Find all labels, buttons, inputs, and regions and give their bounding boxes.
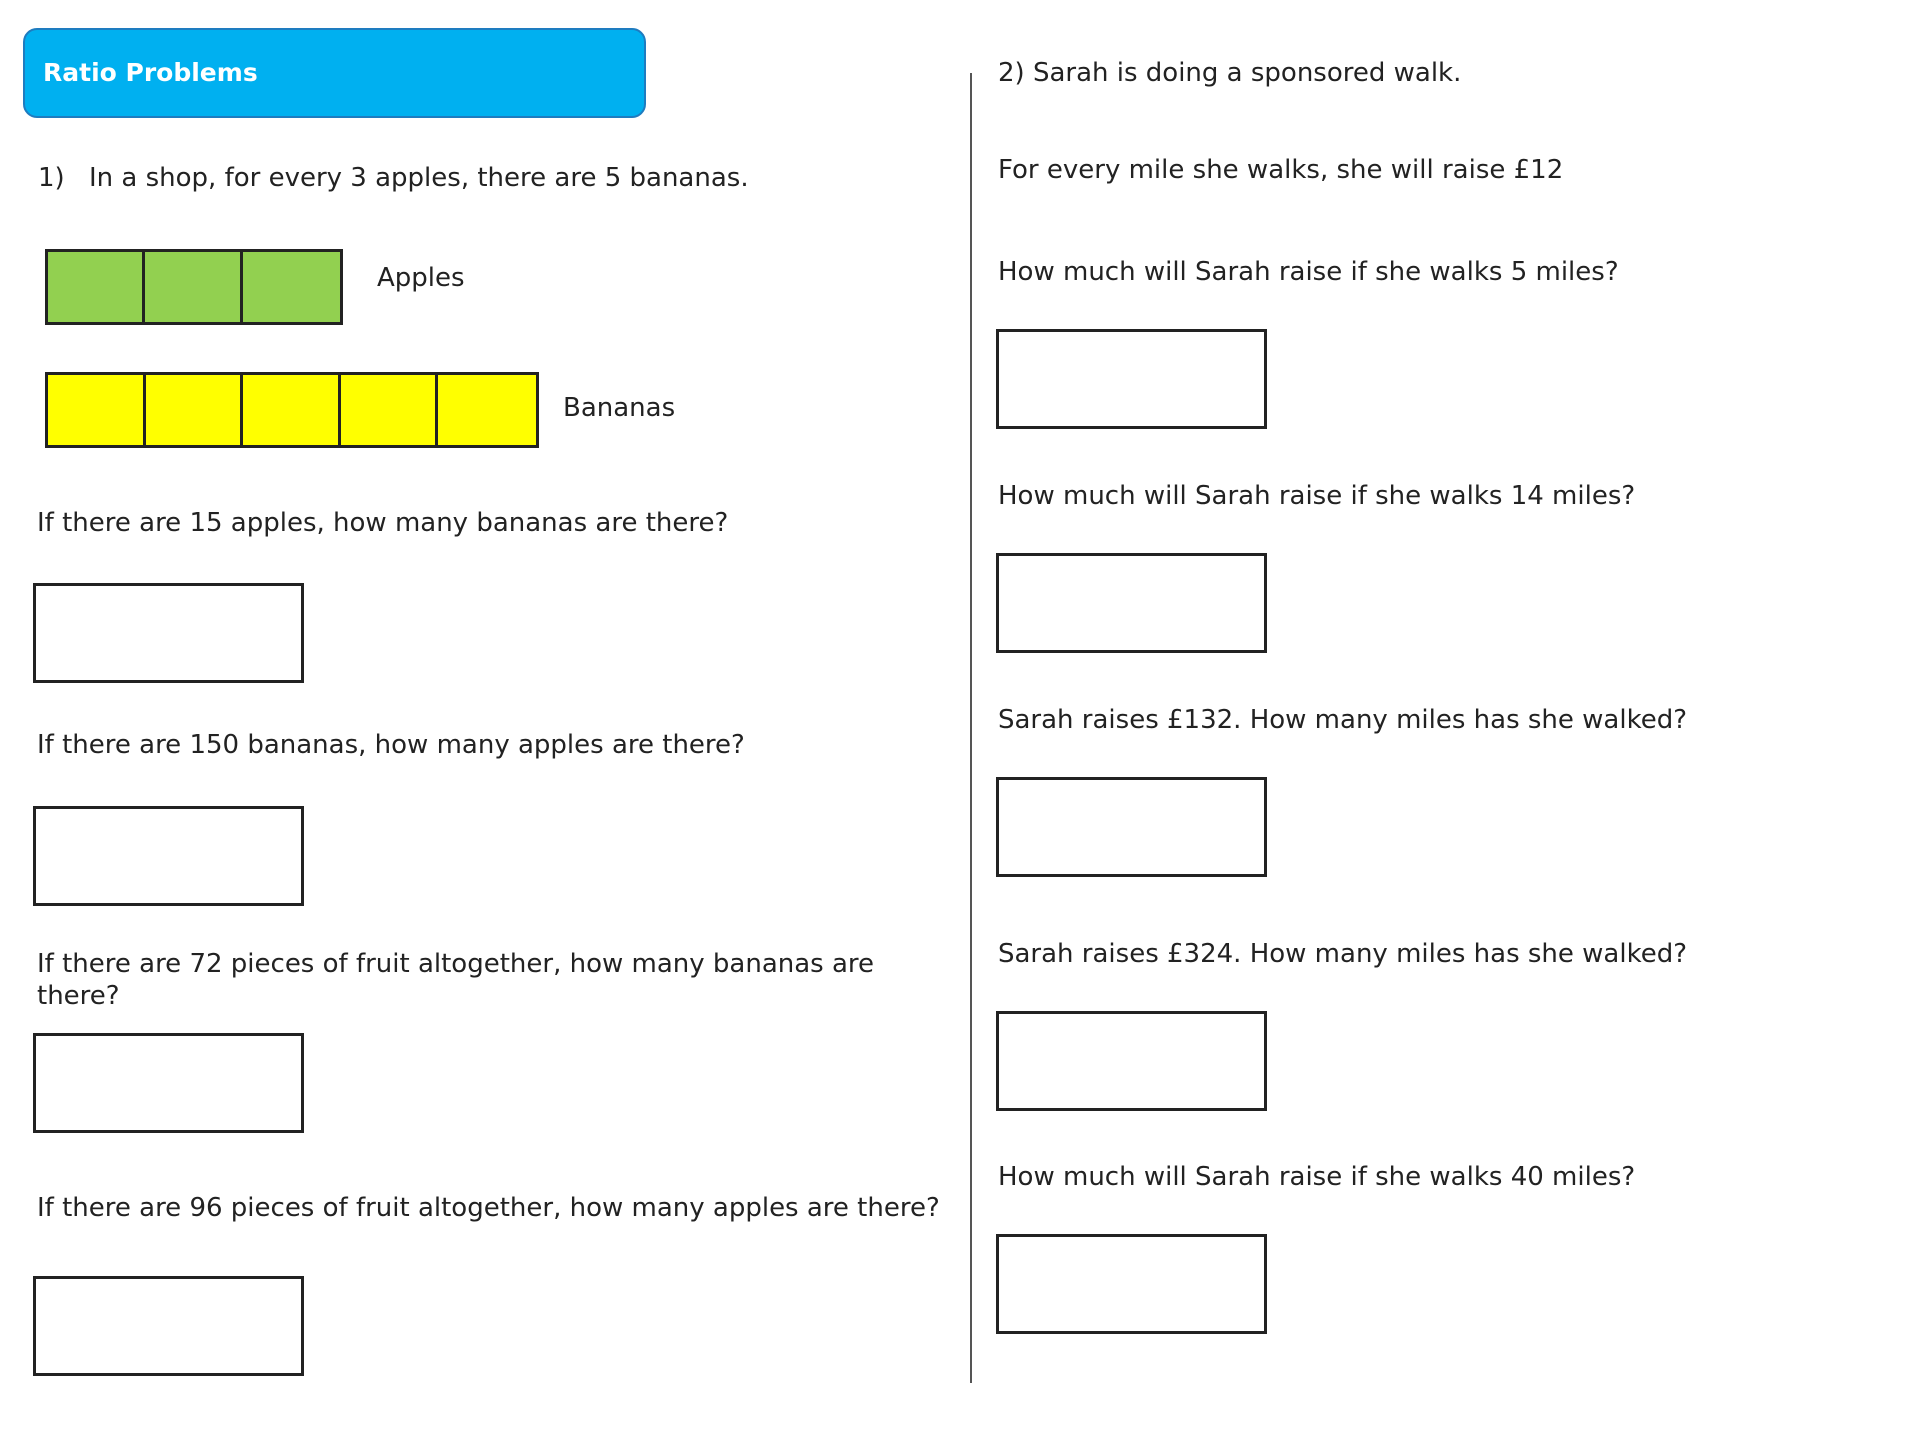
q2d-question: Sarah raises £324. How many miles has she walked? bbox=[998, 939, 1688, 969]
q1a-answer-box[interactable] bbox=[33, 583, 304, 683]
q1b-answer-box[interactable] bbox=[33, 806, 304, 906]
q1-number: 1) bbox=[38, 163, 65, 193]
q2-rate: For every mile she walks, she will raise £12 bbox=[998, 155, 1564, 185]
q1d-answer-box[interactable] bbox=[33, 1276, 304, 1376]
q1a-question: If there are 15 apples, how many bananas are there? bbox=[37, 508, 729, 538]
q1d-question: If there are 96 pieces of fruit altogether, how many apples are there? bbox=[37, 1193, 940, 1223]
page-title: Ratio Problems bbox=[43, 58, 258, 87]
bananas-bar-part bbox=[341, 375, 439, 445]
q2e-answer-box[interactable] bbox=[996, 1234, 1267, 1334]
q2c-question: Sarah raises £132. How many miles has she walked? bbox=[998, 705, 1688, 735]
q2-intro: 2) Sarah is doing a sponsored walk. bbox=[998, 58, 1462, 88]
bananas-bar-part bbox=[243, 375, 341, 445]
bananas-bar-model bbox=[45, 372, 539, 448]
bananas-bar-part bbox=[438, 375, 536, 445]
q1-intro: In a shop, for every 3 apples, there are 5 bananas. bbox=[89, 163, 749, 193]
q1c-question: If there are 72 pieces of fruit altogether, how many bananas are there? bbox=[37, 949, 875, 1011]
apples-bar-part bbox=[48, 252, 145, 322]
q2a-answer-box[interactable] bbox=[996, 329, 1267, 429]
bananas-bar-part bbox=[146, 375, 244, 445]
q2e-question: How much will Sarah raise if she walks 40 miles? bbox=[998, 1162, 1636, 1192]
apples-bar-model bbox=[45, 249, 343, 325]
q1b-question: If there are 150 bananas, how many apples are there? bbox=[37, 730, 745, 760]
title-banner bbox=[23, 28, 646, 118]
column-divider bbox=[970, 73, 972, 1383]
q2c-answer-box[interactable] bbox=[996, 777, 1267, 877]
bananas-label: Bananas bbox=[563, 393, 676, 423]
apples-label: Apples bbox=[377, 263, 465, 293]
q1c-answer-box[interactable] bbox=[33, 1033, 304, 1133]
apples-bar-part bbox=[145, 252, 242, 322]
q2a-question: How much will Sarah raise if she walks 5 miles? bbox=[998, 257, 1619, 287]
apples-bar-part bbox=[243, 252, 340, 322]
q2b-answer-box[interactable] bbox=[996, 553, 1267, 653]
q2d-answer-box[interactable] bbox=[996, 1011, 1267, 1111]
bananas-bar-part bbox=[48, 375, 146, 445]
q2b-question: How much will Sarah raise if she walks 14 miles? bbox=[998, 481, 1636, 511]
